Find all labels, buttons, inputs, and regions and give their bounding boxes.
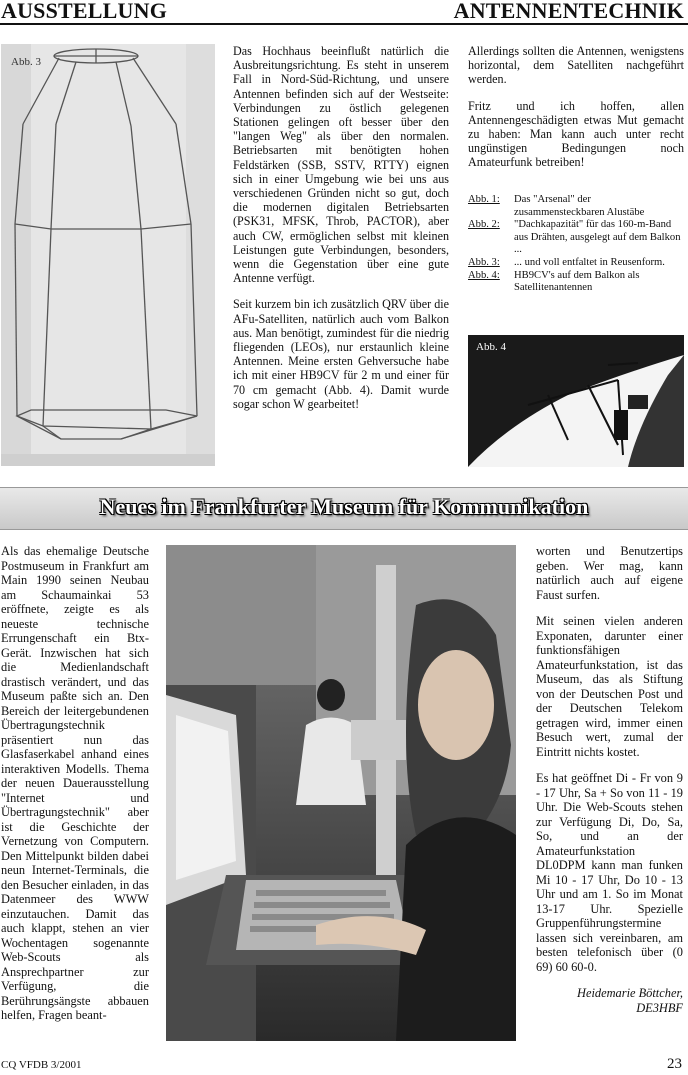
caption-abb4 xyxy=(468,270,684,295)
caption-key: Abb. 2: xyxy=(468,219,500,231)
section-title-right: ANTENNENTECHNIK xyxy=(453,0,684,23)
paragraph-web-scouts: worten und Benutzertips geben. Wer mag, kann natürlich auch auf eigene Faust surfen. xyxy=(536,544,683,602)
caption-key: Abb. 4: xyxy=(468,269,500,281)
caption-key: Abb. 3: xyxy=(468,256,500,268)
abb4-label: Abb. 4 xyxy=(476,341,506,353)
caption-abb2 xyxy=(468,219,684,257)
page-number: 23 xyxy=(667,1056,682,1072)
paragraph-satellites: Seit kurzem bin ich zusätzlich QRV über die AFu-Satelliten, natürlich auch vom Balkon aus. Man benötigt, zumindest für die niedrig fliegenden (LEOs), nur erstaunlich kleine Antennen. Meine ersten Gehversuche habe ich mit einer HB9CV für 2 m und einer für 70 cm gemacht (Abb. 4). Damit wurde sogar schon W gearbeitet! xyxy=(233,297,449,411)
museum-article-title: Neues im Frankfurter Museum für Kommunikation xyxy=(99,494,589,519)
museum-column-left xyxy=(1,544,149,1035)
article-column-right xyxy=(468,44,684,182)
paragraph-tracking: Allerdings sollten die Antennen, wenigstens horizontal, dem Satelliten nachgeführt werden. xyxy=(468,44,684,87)
figure-captions xyxy=(468,194,684,295)
caption-abb3 xyxy=(468,257,684,270)
antenna-cage-drawing xyxy=(1,44,215,466)
journal-issue: CQ VFDB 3/2001 xyxy=(1,1059,82,1071)
caption-text: ... und voll entfaltet in Reusenform. xyxy=(514,256,665,268)
abb3-label: Abb. 3 xyxy=(11,56,41,68)
caption-key: Abb. 1: xyxy=(468,194,500,205)
header-rule xyxy=(0,23,688,25)
paragraph-conclusion: Fritz und ich hoffen, allen Antennengeschädigten etwas Mut gemacht zu haben: Man kann auch unter recht ungünstigen Bedingungen noch Amateurfunk betreiben! xyxy=(468,98,684,170)
internet-terminal-drawing xyxy=(166,545,516,1041)
section-title-left: AUSSTELLUNG xyxy=(1,0,168,23)
paragraph-propagation: Das Hochhaus beeinflußt natürlich die Ausbreitungsrichtung. Es steht in unserem Fall in Nord-Süd-Richtung, und unsere Antennen befinden sich auf der Westseite: Verbindungen zu östlich gelegenen Stationen gelingen oft besser über den "langen Weg" als über den normalen. Betriebsarten mit benötigten hohen Feldstärken (SSB, SSTV, RTTY) eignen sich in einer Umgebung wie bei uns aus verschiedenen Gründen nicht so gut, doch die modernen digitalen Betriebsarten (PSK31, MFSK, Throb, PACTOR), aber auch CW, ermöglichen selbst mit kleinen Leistungen gute Verbindungen, besonders, wenn die Gegenstation über eine gute Antenne verfügt. xyxy=(233,44,449,286)
paragraph-exhibits: Mit seinen vielen anderen Exponaten, darunter einer funktionsfähigen Amateurfunkstation, ist das Museum, das als Stiftung von der Deutschen Post und der Deutschen Telekom getragen wird, immer einen Besuch wert, zumal der Eintritt nichts kostet. xyxy=(536,614,683,759)
antenna-photo-abb3 xyxy=(1,44,215,466)
antenna-photo-abb4 xyxy=(468,335,684,467)
museum-terminal-photo xyxy=(166,545,516,1041)
museum-column-right xyxy=(536,544,683,1015)
paragraph-museum-history: Als das ehemalige Deutsche Postmuseum in Frankfurt am Main 1990 seinen Neubau am Schaumainkai 53 eröffnete, zeigte es als neueste technische Errungenschaft ein Btx-Gerät. Inzwischen hat sich die Medienlandschaft drastisch verändert, und das Museum paßte sich an. Den Bereich der leitergebundenen Übertragungstechnik präsentiert nun das Glasfaserkabel anhand eines interaktiven Modells. Thema der neuen Dauerausstellung "Internet und Übertragungstechnik" aber ist die Geschichte der Vernetzung von Computern. Den Mittelpunkt bilden dabei neun Internet-Terminals, die den Besucher einladen, in das Datenmeer des WWW einzutauchen. Damit das auch klappt, stehen an vier Wochentagen sogenannte Web-Scouts als Ansprechpartner zur Verfügung, die Berührungsängste abbauen helfen, Fragen beant- xyxy=(1,544,149,1022)
paragraph-opening-hours: Es hat geöffnet Di - Fr von 9 - 17 Uhr, Sa + So von 11 - 19 Uhr. Die Web-Scouts stehen zur Verfügung Di, Do, Sa, So, und an der Amateurfunkstation DL0DPM kann man funken Mi 10 - 17 Uhr, Do 10 - 13 Uhr und am 1. So im Monat 13-17 Uhr. Spezielle Gruppenführungstermine lassen sich vereinbaren, am besten telefonisch über (0 69) 60 60-0. xyxy=(536,771,683,974)
caption-text: HB9CV's auf dem Balkon als Satellitenantennen xyxy=(514,269,640,294)
author-name: Heidemarie Böttcher, xyxy=(577,986,683,1000)
museum-article-banner xyxy=(0,487,688,530)
author-signature xyxy=(536,986,683,1015)
author-callsign: DE3HBF xyxy=(636,1000,683,1015)
balcony-antenna-drawing xyxy=(468,335,684,467)
caption-text: Das "Arsenal" der zusammensteckbaren Alustäbe xyxy=(514,194,645,218)
caption-abb1 xyxy=(468,194,684,219)
caption-text: "Dachkapazität" für das 160-m-Band aus Drähten, ausgelegt auf dem Balkon ... xyxy=(514,219,681,256)
article-column-middle xyxy=(233,44,449,423)
